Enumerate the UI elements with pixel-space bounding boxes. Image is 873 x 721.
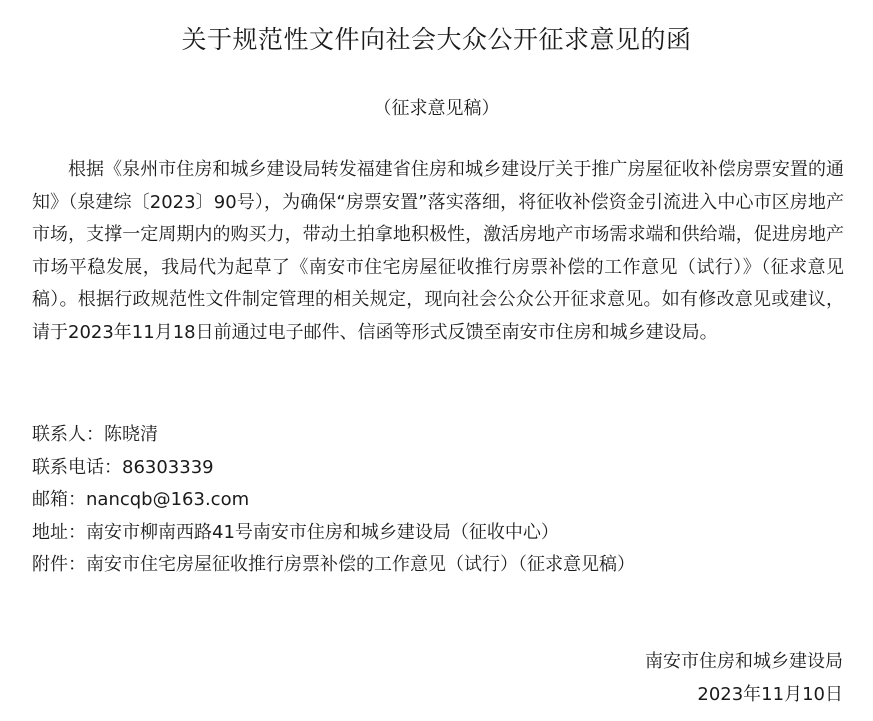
document-title: 关于规范性文件向社会大众公开征求意见的函: [181, 25, 692, 54]
contact-phone: 联系电话：86303339: [32, 456, 214, 478]
contact-email: 邮箱：nancqb@163.com: [32, 489, 250, 510]
contact-info: [32, 419, 844, 582]
signature-date: 2023年11月10日: [697, 683, 843, 705]
document-subtitle: （征求意见稿）: [373, 98, 500, 119]
body-paragraph: 根据《泉州市住房和城乡建设局转发福建省住房和城乡建设厅关于推广房屋征收补偿房票安置的通知》（泉建综〔2023〕90号），为确保“房票安置”落实落细，将征收补偿资金引流进入中心市区房地产市场，支撑一定周期内的购买力，带动土拍拿地积极性，激活房地产市场需求端和供给端，促进房地产市场平稳发展，我局代为起草了《南安市住宅房屋征收推行房票补偿的工作意见（试行）》（征求意见稿）。根据行政规范性文件制定管理的相关规定，现向社会公众公开征求意见。如有修改意见或建议，请于2023年11月18日前通过电子邮件、信函等形式反馈至南安市住房和城乡建设局。: [32, 159, 844, 343]
contact-person: 联系人：陈晓清: [32, 424, 158, 445]
contact-address: 地址：南安市柳南西路41号南安市住房和城乡建设局（征收中心）: [32, 521, 559, 543]
signature-org: 南安市住房和城乡建设局: [645, 651, 843, 672]
attachment-line: 附件：南安市住宅房屋征收推行房票补偿的工作意见（试行）（征求意见稿）: [32, 554, 635, 575]
signature-block: [645, 646, 843, 711]
